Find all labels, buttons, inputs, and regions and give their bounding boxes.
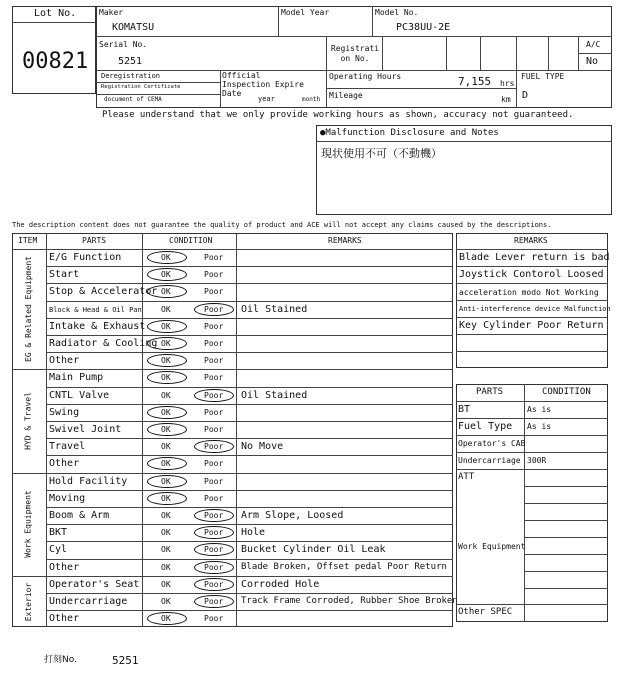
ok-option: OK (161, 304, 171, 314)
cema-label: document of CEMA (104, 96, 162, 103)
remark-text: No Move (241, 441, 284, 453)
condition-circle (194, 595, 234, 608)
work-equipment-label: Work Equipment (458, 542, 526, 551)
group-label: HYD & Travel (24, 392, 33, 450)
group-label: Work Equipment (24, 490, 33, 558)
remark-text: Blade Broken, Offset pedal Poor Return (241, 561, 447, 572)
registration-label: Registrati on No. (330, 44, 380, 63)
ok-option: OK (161, 528, 171, 538)
remark-item: acceleration modo Not Working (459, 288, 599, 297)
poor-option: Poor (204, 356, 224, 366)
ok-option: OK (161, 339, 171, 348)
part-label: BKT (49, 527, 68, 539)
group-label: Exterior (23, 582, 33, 621)
poor-option: Poor (204, 442, 224, 452)
part-label: Swing (49, 406, 80, 418)
fuel-type-label: FUEL TYPE (521, 72, 565, 81)
parts-header: PARTS (476, 387, 504, 397)
ok-option: OK (161, 545, 171, 555)
part-label: Main Pump (49, 372, 104, 384)
remark-item: Blade Lever return is bad (459, 252, 610, 263)
hours-notice: Please understand that we only provide working hours as shown, accuracy not guaranteed. (102, 110, 574, 120)
ok-option: OK (161, 442, 171, 452)
ok-option: OK (161, 493, 171, 503)
parts-condition: 300R (527, 456, 547, 465)
remark-text: Track Frame Corroded, Rubber Shoe Broken (241, 596, 458, 606)
part-label: Block & Head & Oil Pan (49, 305, 142, 314)
part-label: Hold Facility (49, 475, 128, 487)
fuel-type-value: D (522, 90, 529, 101)
part-label: Boom & Arm (49, 510, 110, 521)
ok-option: OK (161, 321, 171, 331)
poor-option: Poor (204, 321, 224, 331)
condition-circle (147, 406, 187, 419)
part-label: Intake & Exhaust (49, 320, 146, 332)
poor-option: Poor (204, 493, 224, 503)
poor-option: Poor (204, 253, 224, 262)
header-remarks: REMARKS (328, 236, 362, 245)
ok-option: OK (161, 579, 171, 589)
part-label: E/G Function (49, 252, 122, 263)
parts-item: Undercarriage (458, 456, 521, 465)
condition-circle (194, 578, 234, 591)
poor-option: Poor (204, 390, 224, 400)
poor-option: Poor (204, 459, 224, 469)
part-label: Other (49, 355, 80, 367)
parts-item: Fuel Type (458, 421, 513, 432)
poor-option: Poor (204, 476, 224, 486)
poor-option: Poor (204, 373, 224, 383)
other-spec-label: Other SPEC (458, 607, 513, 617)
year-label: year (258, 95, 275, 103)
part-label: Start (49, 269, 80, 281)
part-label: Other (49, 613, 80, 625)
poor-option: Poor (204, 425, 224, 434)
poor-option: Poor (204, 579, 224, 589)
km-unit: km (501, 95, 511, 104)
poor-option: Poor (204, 614, 224, 624)
poor-option: Poor (204, 528, 224, 538)
parts-item: BT (458, 404, 471, 415)
part-label: Other (49, 458, 80, 470)
ok-option: OK (161, 425, 171, 434)
remark-text: Bucket Cylinder Oil Leak (241, 544, 386, 556)
poor-option: Poor (204, 562, 224, 572)
ok-option: OK (161, 562, 171, 572)
condition-header: CONDITION (542, 387, 591, 397)
condition-circle (147, 423, 187, 436)
ok-option: OK (161, 356, 171, 366)
ok-option: OK (161, 476, 171, 486)
remark-text: Arm Slope, Loosed (241, 510, 344, 521)
ok-option: OK (161, 407, 171, 417)
ok-option: OK (161, 253, 171, 262)
month-label: month (302, 96, 321, 103)
condition-circle (147, 492, 187, 505)
remark-text: Oil Stained (241, 303, 308, 315)
disclaimer: The description content does not guarantee the quality of product and ACE will not accept any claims caused by the descriptions. (12, 221, 552, 229)
malfunction-title: ●Malfunction Disclosure and Notes (320, 128, 499, 138)
lot-label: Lot No. (34, 8, 77, 19)
part-label: Travel (49, 441, 86, 453)
condition-circle (194, 561, 234, 574)
malfunction-box (316, 125, 612, 215)
deregistration-label: Deregistration (101, 72, 161, 80)
stamp-label: 打刻No. (44, 655, 77, 665)
part-label: Swivel Joint (49, 424, 122, 435)
remark-text: Oil Stained (241, 389, 308, 401)
serial-label: Serial No. (99, 40, 148, 49)
condition-circle (147, 475, 187, 488)
ok-option: OK (161, 270, 171, 280)
ok-option: OK (161, 459, 171, 469)
condition-circle (194, 389, 234, 402)
malfunction-text: 現状使用不可（不動機） (321, 147, 442, 160)
parts-condition: As is (527, 422, 552, 431)
group-label: EG & Related Equipment (24, 256, 34, 363)
ok-option: OK (161, 373, 171, 383)
registration-cert-label: Registration Certificate (101, 84, 181, 90)
parts-item: Operator's CAB (458, 439, 526, 448)
parts-condition: As is (527, 405, 552, 414)
remarks-header: REMARKS (514, 236, 548, 245)
lot-number: 00821 (22, 49, 89, 74)
maker-value: KOMATSU (112, 22, 155, 33)
stamp-value: 5251 (112, 654, 139, 667)
remark-text: Hole (241, 527, 266, 539)
part-label: Operator's Seat (49, 578, 140, 590)
hrs-unit: hrs (500, 79, 515, 88)
condition-circle (194, 303, 234, 316)
ok-option: OK (161, 597, 171, 606)
serial-value: 5251 (118, 56, 143, 67)
ok-option: OK (161, 287, 171, 297)
part-label: Undercarriage (49, 596, 128, 607)
remark-item: Joystick Contorol Loosed (459, 269, 604, 280)
remark-item: Anti-interference device Malfunction (459, 305, 611, 313)
poor-option: Poor (204, 597, 224, 606)
part-label: Other (49, 561, 80, 573)
poor-option: Poor (204, 287, 224, 297)
ac-label: A/C (586, 40, 601, 49)
header-item: ITEM (18, 236, 38, 245)
poor-option: Poor (204, 270, 224, 280)
poor-option: Poor (204, 304, 224, 314)
condition-circle (147, 251, 187, 264)
condition-circle (147, 320, 187, 333)
poor-option: Poor (204, 511, 224, 520)
ac-value: No (586, 56, 599, 67)
mileage-label: Mileage (329, 91, 363, 100)
operating-hours-value: 7,155 (458, 75, 492, 88)
poor-option: Poor (204, 407, 224, 417)
part-label: Stop & Accelerator (49, 286, 158, 298)
condition-circle (194, 509, 234, 522)
att-label: ATT (458, 472, 475, 482)
header-condition: CONDITION (169, 236, 213, 245)
poor-option: Poor (204, 339, 224, 348)
maker-label: Maker (99, 8, 124, 17)
ok-option: OK (161, 390, 171, 400)
header-parts: PARTS (82, 236, 107, 245)
condition-circle (147, 337, 187, 350)
remark-text: Corroded Hole (241, 578, 320, 590)
part-label: Radiator & Cooling (49, 338, 158, 349)
poor-option: Poor (204, 545, 224, 555)
model-year-label: Model Year (281, 8, 330, 17)
remark-item: Key Cylinder Poor Return (459, 320, 604, 331)
part-label: Moving (49, 492, 86, 504)
ok-option: OK (161, 614, 171, 624)
model-no-value: PC38UU-2E (396, 22, 451, 33)
part-label: Cyl (49, 544, 68, 556)
inspection-label: Official Inspection Expire Date (222, 71, 304, 98)
ok-option: OK (161, 511, 171, 520)
operating-hours-label: Operating Hours (329, 72, 402, 81)
model-no-label: Model No. (375, 8, 419, 17)
part-label: CNTL Valve (49, 389, 110, 401)
